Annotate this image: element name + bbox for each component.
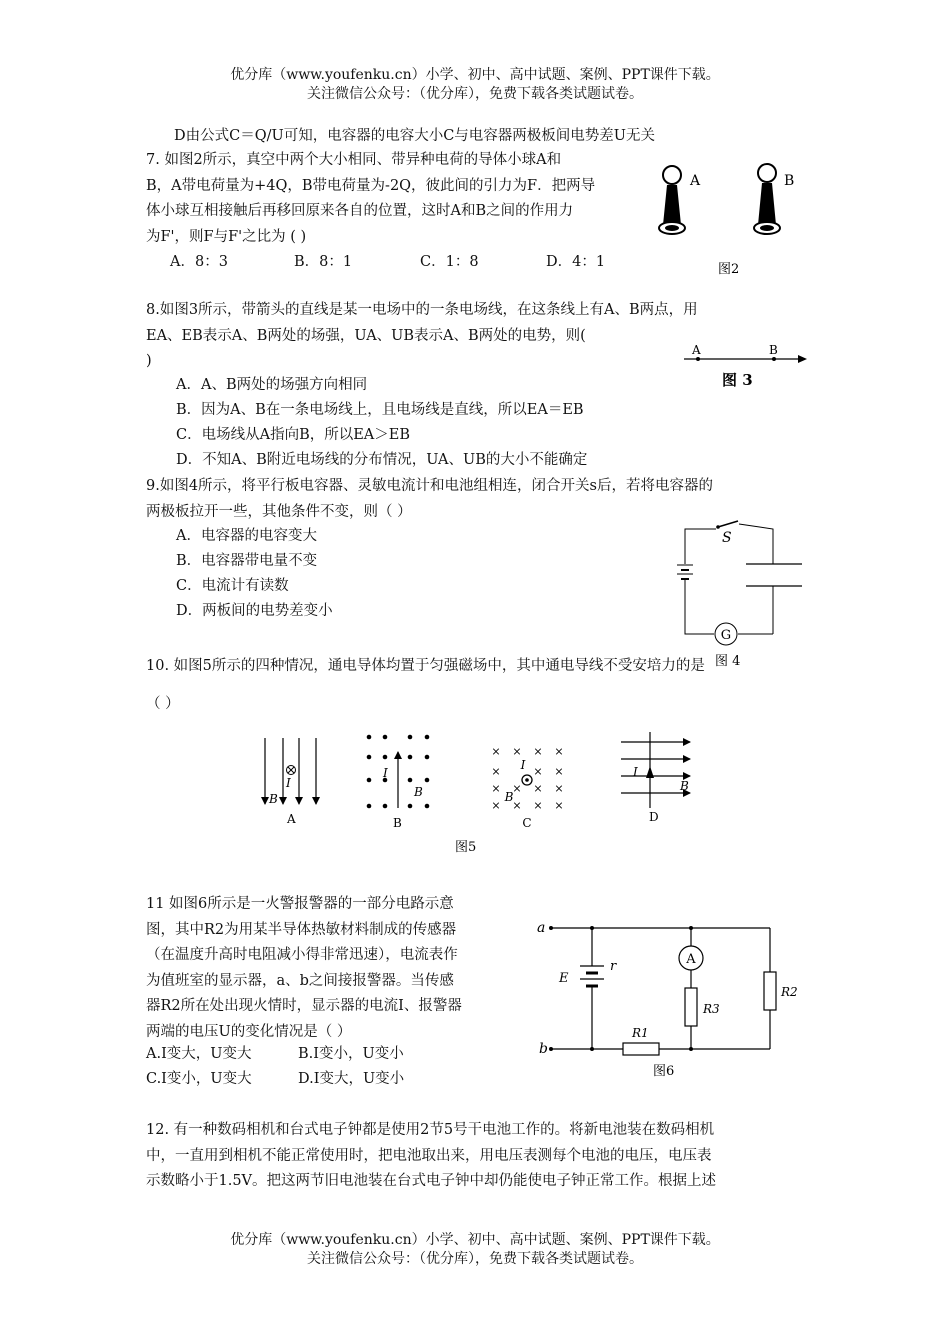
q7-option-b: B．8：1	[294, 254, 353, 270]
svg-text:×: ×	[491, 799, 501, 812]
node-b-label: b	[539, 1041, 548, 1057]
resistor-r3	[685, 988, 697, 1026]
svg-text:×: ×	[491, 745, 501, 758]
q11-line: 为值班室的显示器，a、b之间接报警器。当传感	[146, 972, 454, 989]
q11-stem	[146, 892, 462, 1045]
footer-line-1: 优分库（www.youfenku.cn）小学、初中、高中试题、案例、PPT课件下载。	[230, 1232, 720, 1248]
q7-line: 体小球互相接触后再移回原来各自的位置，这时A和B之间的作用力	[146, 203, 574, 219]
svg-text:×: ×	[512, 745, 522, 758]
figure-4-caption: 图 4	[715, 654, 741, 669]
point-a	[696, 357, 700, 361]
figure-6-caption: 图6	[653, 1064, 675, 1079]
q10-line: 10. 如图5所示的四种情况，通电导体均置于匀强磁场中，其中通电导线不受安培力的是	[146, 658, 705, 674]
label-b: B	[769, 343, 778, 357]
svg-text:×: ×	[533, 799, 543, 812]
field-label: B	[680, 779, 689, 793]
stand-a	[663, 185, 681, 225]
header-line-2: 关注微信公众号：（优分库），免费下载各类试题试卷。	[307, 86, 643, 102]
q8-line: 8.如图3所示，带箭头的直线是某一电场中的一条电场线，在这条线上有A、B两点，用	[146, 302, 698, 318]
stand-b	[758, 183, 776, 225]
ball-b	[758, 164, 776, 182]
field-label: B	[504, 790, 514, 804]
q7-line: B，A带电荷量为+4Q，B带电荷量为-2Q，彼此间的引力为F．把两导	[146, 177, 596, 194]
emf-label: E	[559, 971, 569, 986]
figure-5	[255, 732, 705, 862]
figure-2-caption: 图2	[718, 262, 740, 277]
q12-stem	[146, 1118, 716, 1195]
q9-line: 9.如图4所示，将平行板电容器、灵敏电流计和电池组相连，闭合开关s后，若将电容器的	[146, 478, 713, 494]
figure-5-panel-a	[265, 738, 316, 826]
footer-line-2: 关注微信公众号：（优分库），免费下载各类试题试卷。	[307, 1251, 643, 1267]
panel-label-c: C	[522, 816, 532, 830]
field-label: B	[269, 792, 278, 806]
q11-line: （在温度升高时电阻减小得非常迅速），电流表作	[146, 947, 458, 963]
q12-line: 中，一直用到相机不能正常使用时，把电池取出来，用电压表测每个电池的电压，电压表	[146, 1147, 712, 1164]
q8-option-a: A．A、B两处的场强方向相同	[176, 377, 368, 393]
svg-text:×: ×	[533, 745, 543, 758]
q10-line: （ ）	[146, 696, 180, 712]
q7-option-d: D．4：1	[546, 254, 606, 270]
q9-option-a: A．电容器的电容变大	[176, 528, 317, 544]
q12-line: 示数略小于1.5V。把这两节旧电池装在台式电子钟中却仍能使电子钟正常工作。根据上述	[146, 1173, 717, 1189]
svg-text:×: ×	[512, 782, 522, 795]
q7-line: 为F'，则F与F'之比为 ( )	[146, 228, 307, 245]
galvanometer-label: G	[720, 628, 732, 643]
q11-option-b: B.I变小，U变小	[298, 1046, 404, 1062]
q7-line: 7. 如图2所示，真空中两个大小相同、带异种电荷的导体小球A和	[146, 152, 562, 168]
current-label: I	[286, 776, 291, 790]
svg-text:×: ×	[554, 782, 564, 795]
field-label: B	[414, 785, 423, 799]
header-line-1: 优分库（www.youfenku.cn）小学、初中、高中试题、案例、PPT课件下载。	[230, 67, 720, 83]
svg-text:×: ×	[533, 782, 543, 795]
resistor-r1	[623, 1043, 659, 1055]
q7-option-c: C．1：8	[420, 254, 479, 270]
figure-3-caption: 图 3	[722, 371, 753, 389]
svg-text:×: ×	[554, 765, 564, 778]
current-up-arrow-icon	[646, 766, 654, 778]
q9-option-b: B．电容器带电量不变	[176, 553, 318, 569]
q11-option-a: A.I变大，U变大	[146, 1046, 252, 1062]
switch-label: S	[722, 530, 732, 546]
svg-text:×: ×	[491, 782, 501, 795]
figure-4	[680, 515, 810, 675]
label-a: A	[692, 343, 701, 357]
svg-text:×: ×	[554, 799, 564, 812]
svg-text:×: ×	[491, 765, 501, 778]
q9-options	[176, 524, 333, 624]
figure-2	[650, 155, 810, 280]
r1-label: R1	[632, 1026, 649, 1040]
current-label: I	[520, 758, 526, 772]
q9-stem	[146, 474, 713, 525]
figure-5-caption: 图5	[455, 840, 477, 855]
q12-line: 12. 有一种数码相机和台式电子钟都是使用2节5号干电池工作的。将新电池装在数码相机	[146, 1122, 715, 1138]
panel-label-a: A	[287, 812, 296, 826]
panel-label-b: B	[393, 816, 402, 830]
current-label: I	[383, 766, 388, 780]
figure-6	[535, 912, 805, 1082]
figure-5-panel-b	[367, 735, 430, 830]
svg-text:×: ×	[533, 765, 543, 778]
q9-line: 两极板拉开一些，其他条件不变，则（ ）	[146, 503, 412, 520]
label-b: B	[784, 173, 795, 189]
q8-options	[176, 373, 587, 473]
q8-option-b: B．因为A、B在一条电场线上，且电场线是直线，所以EA＝EB	[176, 402, 584, 418]
current-label: I	[633, 765, 638, 779]
ball-a	[663, 166, 681, 184]
q11-line: 图，其中R2为用某半导体热敏材料制成的传感器	[146, 921, 457, 938]
q8-line: EA、EB表示A、B两处的场强，UA、UB表示A、B两处的电势，则(	[146, 327, 586, 344]
q7-option-a: A．8：3	[170, 254, 228, 270]
svg-text:×: ×	[512, 799, 522, 812]
q8-stem	[146, 298, 698, 375]
ammeter-label: A	[686, 952, 696, 967]
r2-label: R2	[781, 985, 798, 999]
node-a-label: a	[537, 920, 546, 936]
r3-label: R3	[703, 1002, 720, 1016]
q7-stem	[146, 148, 595, 250]
q6-option-d: D由公式C＝Q/U可知，电容器的电容大小C与电容器两极板间电势差U无关	[174, 128, 656, 144]
point-b	[772, 357, 776, 361]
q9-option-d: D．两板间的电势差变小	[176, 603, 333, 619]
q11-line: 11 如图6所示是一火警报警器的一部分电路示意	[146, 896, 454, 912]
q8-option-d: D．不知A、B附近电场线的分布情况，UA、UB的大小不能确定	[176, 452, 588, 468]
field-arrow-icon	[798, 355, 807, 363]
figure-5-panel-d	[621, 732, 690, 824]
q8-option-c: C．电场线从A指向B，所以EA＞EB	[176, 427, 411, 443]
q11-line: 两端的电压U的变化情况是（ ）	[146, 1023, 352, 1040]
q11-option-d: D.I变大，U变小	[298, 1071, 405, 1087]
resistor-r2	[764, 972, 776, 1010]
q8-line: )	[146, 353, 152, 369]
figure-3	[680, 340, 810, 390]
q11-line: 器R2所在处出现火情时，显示器的电流I、报警器	[146, 998, 462, 1014]
q11-option-c: C.I变小，U变大	[146, 1071, 252, 1087]
q9-option-c: C．电流计有读数	[176, 578, 289, 594]
figure-5-panel-c	[491, 745, 563, 830]
panel-label-d: D	[649, 810, 659, 824]
internal-resistance-label: r	[610, 959, 617, 974]
label-a: A	[690, 173, 701, 189]
svg-text:×: ×	[554, 745, 564, 758]
